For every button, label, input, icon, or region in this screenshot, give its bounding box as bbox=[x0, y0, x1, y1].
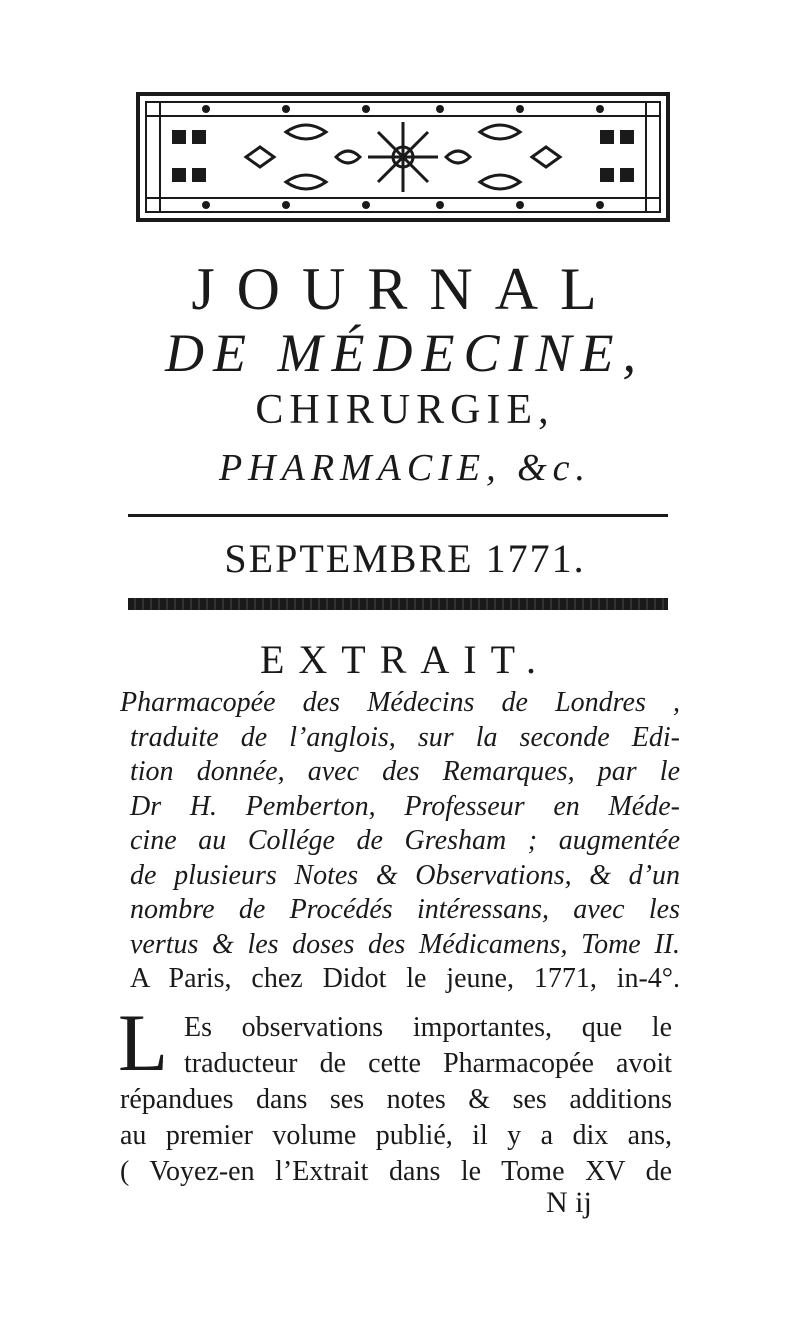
body-line: répandues dans ses notes & ses additions bbox=[120, 1084, 672, 1115]
citation-line: Pharmacopée des Médecins de Londres , bbox=[120, 687, 680, 718]
journal-subtitle-medecine: DE MÉDECINE, bbox=[165, 323, 645, 383]
body-line: ( Voyez-en l’Extrait dans le Tome XV de bbox=[120, 1156, 672, 1187]
divider-thick bbox=[128, 598, 668, 610]
citation-line: Dr H. Pemberton, Professeur en Méde- bbox=[130, 790, 680, 822]
body-line: au premier volume publié, il y a dix ans, bbox=[120, 1120, 672, 1151]
citation-line: vertus & les doses des Médicamens, Tome II. bbox=[130, 928, 680, 960]
citation-line: traduite de l’anglois, sur la seconde Edi- bbox=[130, 721, 680, 753]
issue-date: SEPTEMBRE 1771. bbox=[224, 536, 586, 581]
journal-title: JOURNAL bbox=[191, 256, 619, 322]
journal-subtitle-pharmacie: PHARMACIE, &c. bbox=[218, 447, 592, 489]
drop-cap: L bbox=[118, 997, 169, 1088]
section-heading: EXTRAIT. bbox=[259, 637, 551, 682]
citation-line: nombre de Procédés intéressans, avec les bbox=[130, 894, 680, 925]
citation-line: cine au Collége de Gresham ; augmentée bbox=[130, 825, 680, 856]
body-line: traducteur de cette Pharmacopée avoit bbox=[184, 1048, 672, 1079]
divider-thin bbox=[128, 514, 668, 517]
citation-line: tion donnée, avec des Remarques, par le bbox=[130, 756, 680, 787]
journal-subtitle-chirurgie: CHIRURGIE, bbox=[255, 387, 555, 433]
headpiece-ornament-icon bbox=[136, 92, 670, 222]
page-signature: N ij bbox=[546, 1186, 592, 1219]
ornamental-headpiece bbox=[136, 92, 670, 222]
body-paragraph bbox=[118, 997, 672, 1190]
body-line: Es observations importantes, que le bbox=[184, 1012, 672, 1043]
citation-line: A Paris, chez Didot le jeune, 1771, in-4°. bbox=[130, 963, 680, 994]
book-citation bbox=[120, 686, 680, 997]
citation-line: de plusieurs Notes & Observations, & d’un bbox=[130, 859, 680, 891]
